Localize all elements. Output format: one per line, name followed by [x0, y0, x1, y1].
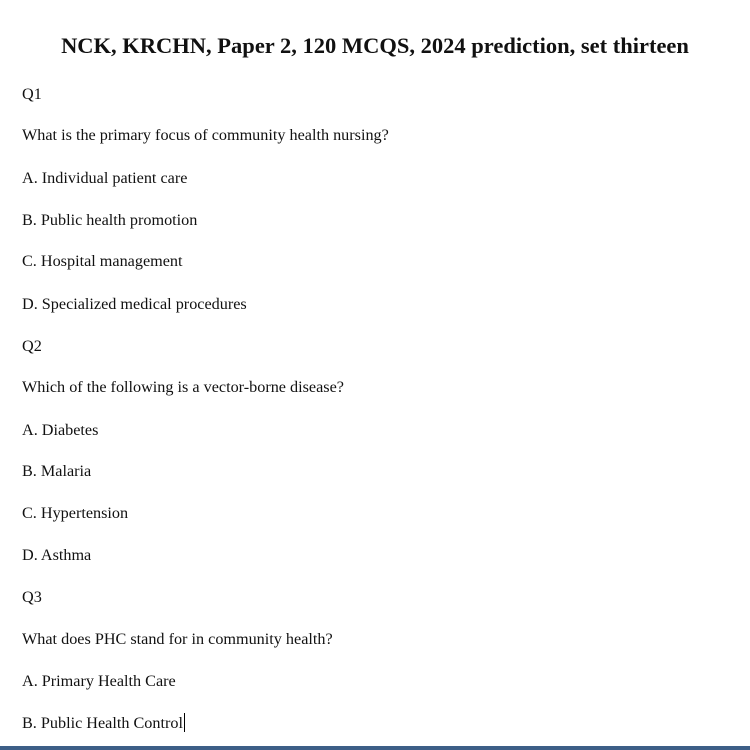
- question-label: Q3: [22, 588, 42, 606]
- question-text: What is the primary focus of community health nursing?: [22, 126, 389, 144]
- answer-option: C. Hospital management: [22, 252, 183, 270]
- answer-option-with-cursor: [22, 713, 185, 733]
- answer-option: C. Hypertension: [22, 504, 129, 522]
- question-label: Q2: [22, 337, 42, 355]
- answer-option: B. Malaria: [22, 462, 92, 480]
- document-title: NCK, KRCHN, Paper 2, 120 MCQS, 2024 prediction, set thirteen: [61, 33, 689, 58]
- window-bottom-border: [0, 746, 750, 750]
- question-text: Which of the following is a vector-borne disease?: [22, 378, 344, 396]
- answer-option: D. Asthma: [22, 546, 92, 564]
- answer-option: B. Public Health Control: [22, 714, 183, 732]
- answer-option: A. Diabetes: [22, 421, 99, 439]
- answer-option: B. Public health promotion: [22, 211, 198, 229]
- question-label: Q1: [22, 85, 42, 103]
- answer-option: A. Primary Health Care: [22, 672, 176, 690]
- answer-option: A. Individual patient care: [22, 169, 188, 187]
- answer-option: D. Specialized medical procedures: [22, 295, 247, 313]
- text-cursor: [184, 713, 185, 732]
- question-text: What does PHC stand for in community health?: [22, 630, 333, 648]
